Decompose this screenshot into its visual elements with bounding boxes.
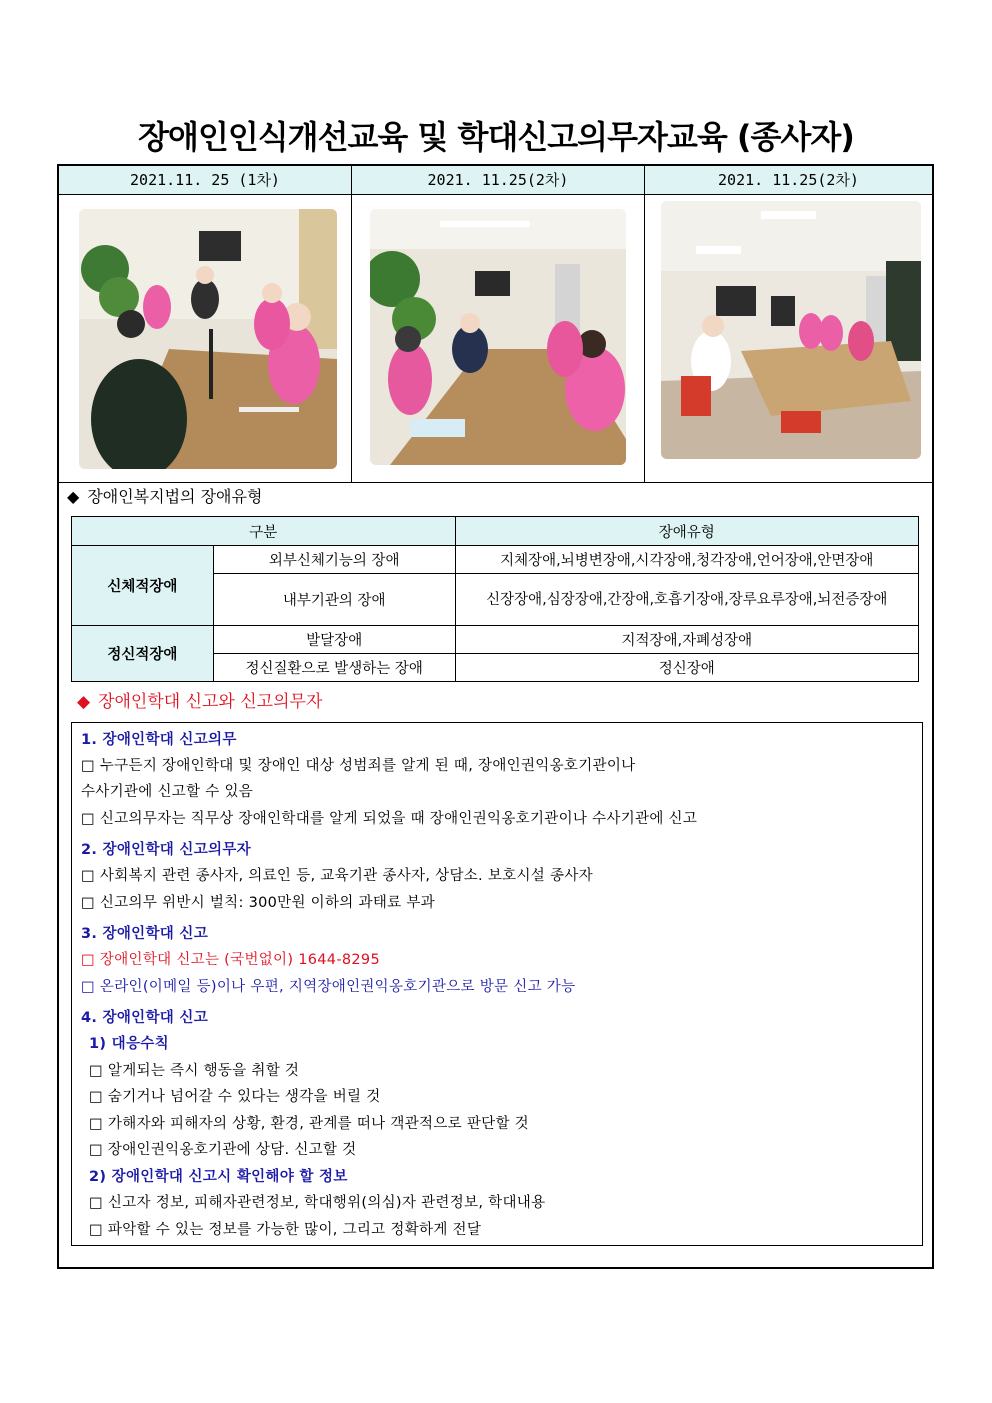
photo-column-1: [59, 166, 352, 482]
table-row: [72, 626, 919, 654]
list-item: □ 신고의무자는 직무상 장애인학대를 알게 되었을 때 장애인권익옹호기관이나 수사기관에 신고: [81, 811, 698, 827]
reporting-content-box: [71, 722, 923, 1246]
list-item: □ 장애인권익옹호기관에 상담. 신고할 것: [89, 1142, 357, 1158]
section-reporting-heading: [77, 687, 322, 712]
photo-date-3: 2021. 11.25(2차): [645, 166, 932, 195]
page-title: 장애인인식개선교육 및 학대신고의무자교육 (종사자): [138, 118, 854, 156]
heading-mandatory-reporters: 2. 장애인학대 신고의무자: [81, 842, 251, 858]
table-subcategory: 발달장애: [213, 626, 455, 654]
photo-row: [59, 166, 932, 483]
table-header-category: 구분: [72, 517, 456, 546]
heading-reporting-guide: 4. 장애인학대 신고: [81, 1010, 209, 1026]
heading-reporting: 3. 장애인학대 신고: [81, 926, 209, 942]
table-subcategory: 내부기관의 장애: [213, 574, 455, 626]
table-row: [72, 546, 919, 574]
table-types: 지적장애,자폐성장애: [455, 626, 918, 654]
list-item: □ 온라인(이메일 등)이나 우편, 지역장애인권익옹호기관으로 방문 신고 가능: [81, 979, 576, 995]
photo-column-3: [645, 166, 932, 482]
list-item: □ 누구든지 장애인학대 및 장애인 대상 성범죄를 알게 된 때, 장애인권익옹호기관이나: [81, 758, 636, 774]
table-category-mental: 정신적장애: [72, 626, 214, 682]
photo-1: [79, 209, 337, 469]
table-subcategory: 외부신체기능의 장애: [213, 546, 455, 574]
diamond-icon: ◆: [77, 692, 91, 712]
hotline-number: □ 장애인학대 신고는 (국번없이) 1644-8295: [81, 952, 380, 968]
subheading-required-info: 2) 장애인학대 신고시 확인해야 할 정보: [89, 1169, 348, 1185]
list-item: □ 신고자 정보, 피해자관련정보, 학대행위(의심)자 관련정보, 학대내용: [89, 1195, 546, 1211]
list-item-continuation: 수사기관에 신고할 수 있음: [81, 784, 254, 800]
table-category-physical: 신체적장애: [72, 546, 214, 626]
photo-date-2: 2021. 11.25(2차): [352, 166, 644, 195]
list-item: □ 사회복지 관련 종사자, 의료인 등, 교육기관 종사자, 상담소. 보호시설 종사자: [81, 868, 593, 884]
table-types: 지체장애,뇌병변장애,시각장애,청각장애,언어장애,안면장애: [455, 546, 918, 574]
table-header-row: [72, 517, 919, 546]
table-types: 정신장애: [455, 654, 918, 682]
list-item: □ 가해자와 피해자의 상황, 환경, 관계를 떠나 객관적으로 판단할 것: [89, 1116, 529, 1132]
photo-date-1: 2021.11. 25 (1차): [59, 166, 351, 195]
table-subcategory: 정신질환으로 발생하는 장애: [213, 654, 455, 682]
list-item: □ 파악할 수 있는 정보를 가능한 많이, 그리고 정확하게 전달: [89, 1222, 482, 1238]
photo-2: [370, 209, 626, 465]
photo-column-2: [352, 166, 645, 482]
document-frame: [57, 164, 934, 1269]
disability-types-table: [71, 516, 919, 682]
photo-3: [661, 201, 921, 459]
section-disability-types-heading: [67, 484, 262, 507]
list-item: □ 신고의무 위반시 벌칙: 300만원 이하의 과태료 부과: [81, 895, 435, 911]
table-header-types: 장애유형: [455, 517, 918, 546]
subheading-response-rules: 1) 대응수칙: [89, 1036, 169, 1052]
heading-reporting-duty: 1. 장애인학대 신고의무: [81, 732, 237, 748]
table-types: 신장장애,심장장애,간장애,호흡기장애,장루요루장애,뇌전증장애: [455, 574, 918, 626]
diamond-icon: ◆: [67, 487, 80, 506]
section-disability-types-title: 장애인복지법의 장애유형: [87, 487, 263, 506]
list-item: □ 알게되는 즉시 행동을 취할 것: [89, 1063, 300, 1079]
section-reporting-title: 장애인학대 신고와 신고의무자: [98, 692, 323, 712]
list-item: □ 숨기거나 넘어갈 수 있다는 생각을 버릴 것: [89, 1089, 381, 1105]
